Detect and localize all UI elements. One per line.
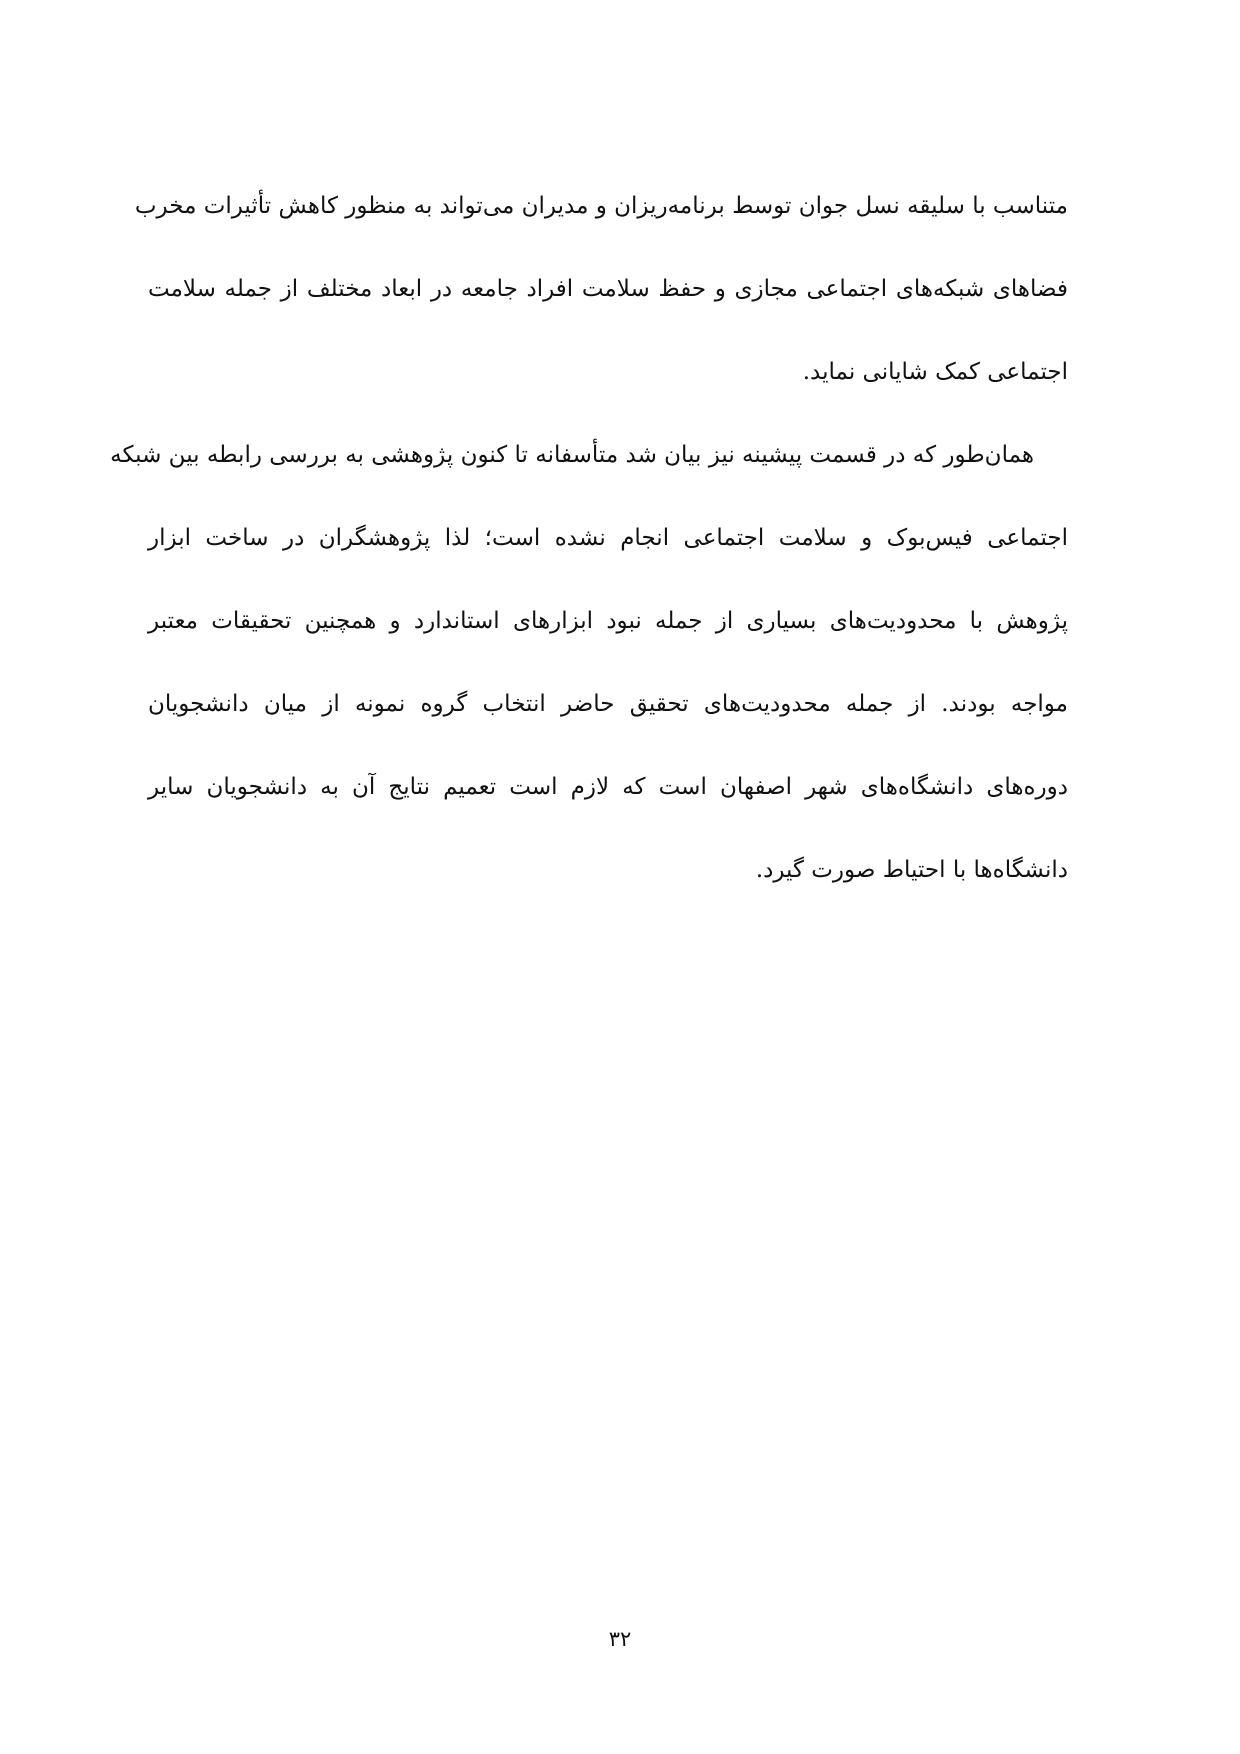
paragraph-line: همان‌طور که در قسمت پیشینه نیز بیان شد متأسفانه تا کنون پژوهشی به بررسی رابطه بین شبکه [110,442,1034,468]
paragraph-line: فضاهای شبکه‌های اجتماعی مجازی و حفظ سلامت افراد جامعه در ابعاد مختلف از جمله سلامت [148,276,1068,302]
paragraph-line: اجتماعی کمک شایانی نماید. [802,359,1068,385]
paragraph-line: متناسب با سلیقه نسل جوان توسط برنامه‌ریزان و مدیران می‌تواند به منظور کاهش تأثیرات مخرب [134,193,1068,219]
paragraph-line: دانشگاه‌ها با احتیاط صورت گیرد. [755,857,1068,883]
paragraph-1 [134,165,1068,414]
paragraph-line: مواجه بودند. از جمله محدودیت‌های تحقیق حاضر انتخاب گروه نمونه از میان دانشجویان [148,691,1068,717]
page-number: ۳۲ [608,1627,632,1651]
paragraph-line: پژوهش با محدودیت‌های بسیاری از جمله نبود ابزارهای استاندارد و همچنین تحقیقات معتبر [148,608,1068,634]
paragraph-2 [110,414,1068,912]
paragraph-line: دوره‌های دانشگاه‌های شهر اصفهان است که لازم است تعمیم نتایج آن به دانشجویان سایر [148,774,1068,800]
paragraph-line: اجتماعی فیس‌بوک و سلامت اجتماعی انجام نشده است؛ لذا پژوهشگران در ساخت ابزار [148,525,1068,551]
